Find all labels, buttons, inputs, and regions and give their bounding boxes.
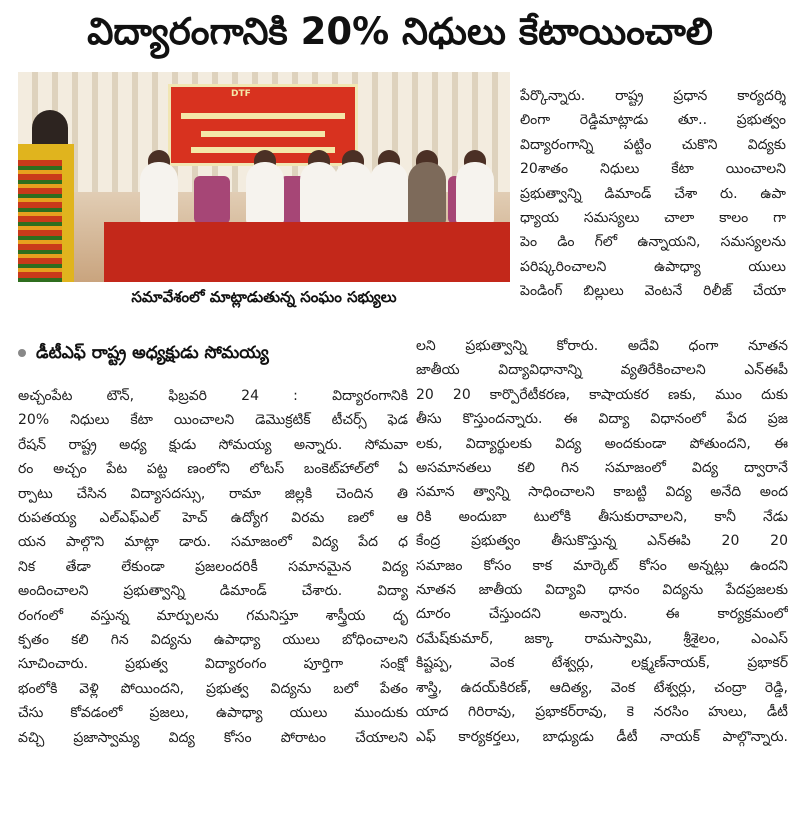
text-line: తీసు కొస్తుందన్నారు. ఈ విద్యా విధానంలో పేద ప్రజ (416, 411, 788, 428)
text-line: యాద గిరిరావు, ప్రభాకర్‌రావు, కె నరసిం హులు, డీటీ (416, 704, 788, 721)
subheading (18, 340, 438, 366)
head-table (104, 222, 510, 282)
text-line: రికి అందుబా టులోకి తీసుకురావాలని, కానీ నేడు (416, 508, 788, 525)
article-column-left (18, 384, 408, 750)
text-line: నూతన జాతీయ విద్యావి ధానం విద్యను పేదప్రజలకు (416, 582, 788, 599)
text-line: అసమానతలు కలి గిన సమాజంలో విద్య ద్వారానే (416, 460, 788, 477)
text-line: ధ్యాయ సమస్యలు చాలా కాలం గా (520, 210, 786, 227)
article-column-top-right (520, 84, 786, 304)
article-column-right (416, 334, 788, 749)
text-line: జాతీయ విద్యావిధానాన్ని వ్యతిరేకించాలని ఎన్ఈపీ (416, 362, 788, 379)
text-line: కేంద్ర ప్రభుత్వం తీసుకొస్తున్న ఎన్ఈపి 20 20 (416, 533, 788, 550)
text-line: పెండింగ్ బిల్లులు వెంటనే రిలీజ్ చేయా (520, 283, 786, 300)
text-line: భంలోకి వెళ్లి పోయిందని, ప్రభుత్వ విద్యను బలో పేతం (18, 680, 408, 697)
text-line: సూచించారు. ప్రభుత్వ విద్యారంగం పూర్తిగా సంక్షో (18, 656, 408, 673)
text-line: 20 20 కార్పొరేటీకరణ, కాషాయకర ణకు, ముం దుకు (416, 386, 788, 403)
news-photo (18, 72, 510, 282)
text-line: క్పతం కలి గిన విద్యను ఉపాధ్యా యులు బోధించాలని (18, 632, 408, 649)
text-line: చేసు కోవడంలో ప్రజలు, ఉపాధ్యా యులు ముందుకు (18, 705, 408, 722)
headline: విద్యారంగానికి 20% నిధులు కేటాయించాలి (87, 10, 713, 53)
banner-label: DTF (231, 89, 251, 99)
text-line: రం అచ్చం పేట పట్ట ణంలోని లోటస్ బంకెట్‌హాల్‌లో ఏ (18, 461, 408, 478)
text-line: 20శాతం నిధులు కేటా యించాలని (520, 161, 786, 178)
text-line: సమాన త్వాన్ని సాధించాలని కాబట్టి విద్య అనేది అంద (416, 484, 788, 501)
text-line: దూరం చేస్తుందని అన్నారు. ఈ కార్యక్రమంలో (416, 606, 788, 623)
text-line: కిష్టప్ప, వెంక టేశ్వర్లు, లక్ష్మణ్‌నాయక్, ప్రభాకర్ (416, 655, 788, 672)
text-line: సమాజం కోసం కాక మార్కెట్ కోసం అన్నట్లు ఉందని (416, 557, 788, 574)
subheading-text: డీటీఎఫ్ రాష్ట్ర అధ్యక్షుడు సోమయ్య (36, 343, 269, 363)
text-line: పరిష్కరించాలని ఉపాధ్యా యులు (520, 258, 786, 275)
text-line: లింగా రెడ్డిమాట్లాడు తూ.. ప్రభుత్వం (520, 112, 786, 129)
text-line: రుపతయ్య ఎల్ఎఫ్ఎల్ హెచ్ ఉద్యోగ విరమ ణలో ఆ (18, 510, 408, 527)
text-line: లకు, విద్యార్థులకు విద్య అందకుండా పోతుందని, ఈ (416, 435, 788, 452)
text-line: రమేష్‌కుమార్, జక్కా రామస్వామి, శ్రీశైలం, ఎంఎస్ (416, 630, 788, 647)
text-line: రేషన్ రాష్ట్ర అధ్య క్షుడు సోమయ్య అన్నారు. సోమవా (18, 436, 408, 453)
text-line: శాస్త్రి, ఉదయ్‌కిరణ్, ఆదిత్య, వెంక టేశ్వర్లు, చంద్రా రెడ్డి, (416, 679, 788, 696)
text-line: అందించాలని ప్రభుత్వాన్ని డిమాండ్ చేశారు. విద్యా (18, 583, 408, 600)
text-line: వచ్చి ప్రజాస్వామ్య విద్య కోసం పోరాటం చేయాలని (18, 729, 408, 746)
text-line: పెం డిం గ్‌లో ఉన్నాయని, సమస్యలను (520, 234, 786, 251)
bullet-icon (18, 349, 26, 357)
photo-caption: సమావేశంలో మాట్లాడుతున్న సంఘం సభ్యులు (131, 288, 397, 306)
text-line: పేర్కొన్నారు. రాష్ట్ర ప్రధాన కార్యదర్శి (520, 88, 786, 104)
text-line: నిక తేడా లేకుండా ప్రజలందరికీ సమానమైన విద్య (18, 558, 408, 575)
text-line: ర్పాటు చేసిన విద్యాసదస్సు, రామా జిల్లకి చెందిన తి (18, 485, 408, 502)
text-line: విద్యారంగాన్ని పట్టిం చుకొని విద్యకు (520, 136, 786, 153)
text-line: లని ప్రభుత్వాన్ని కోరారు. అదేవి ధంగా నూతన (416, 338, 788, 354)
text-line: రంగంలో వస్తున్న మార్పులను గమనిస్తూ శాస్త్రీయ దృ (18, 607, 408, 624)
text-line: 20% నిధులు కేటా యించాలని డెమొక్రటిక్ టీచర్స్ ఫెడ (18, 412, 408, 429)
text-line: అచ్చంపేట టౌన్, ఫిబ్రవరి 24 : విద్యారంగానికి (18, 388, 408, 404)
text-line: యన పాల్గొని మాట్లా డారు. సమాజంలో విద్య పేద ధ (18, 534, 408, 551)
text-line: ప్రభుత్వాన్ని డిమాండ్ చేశా రు. ఉపా (520, 185, 786, 202)
text-line: ఎఫ్ కార్యకర్తలు, బాధ్యుడు డీటీ నాయక్ పాల్గొన్నారు. (416, 728, 788, 745)
